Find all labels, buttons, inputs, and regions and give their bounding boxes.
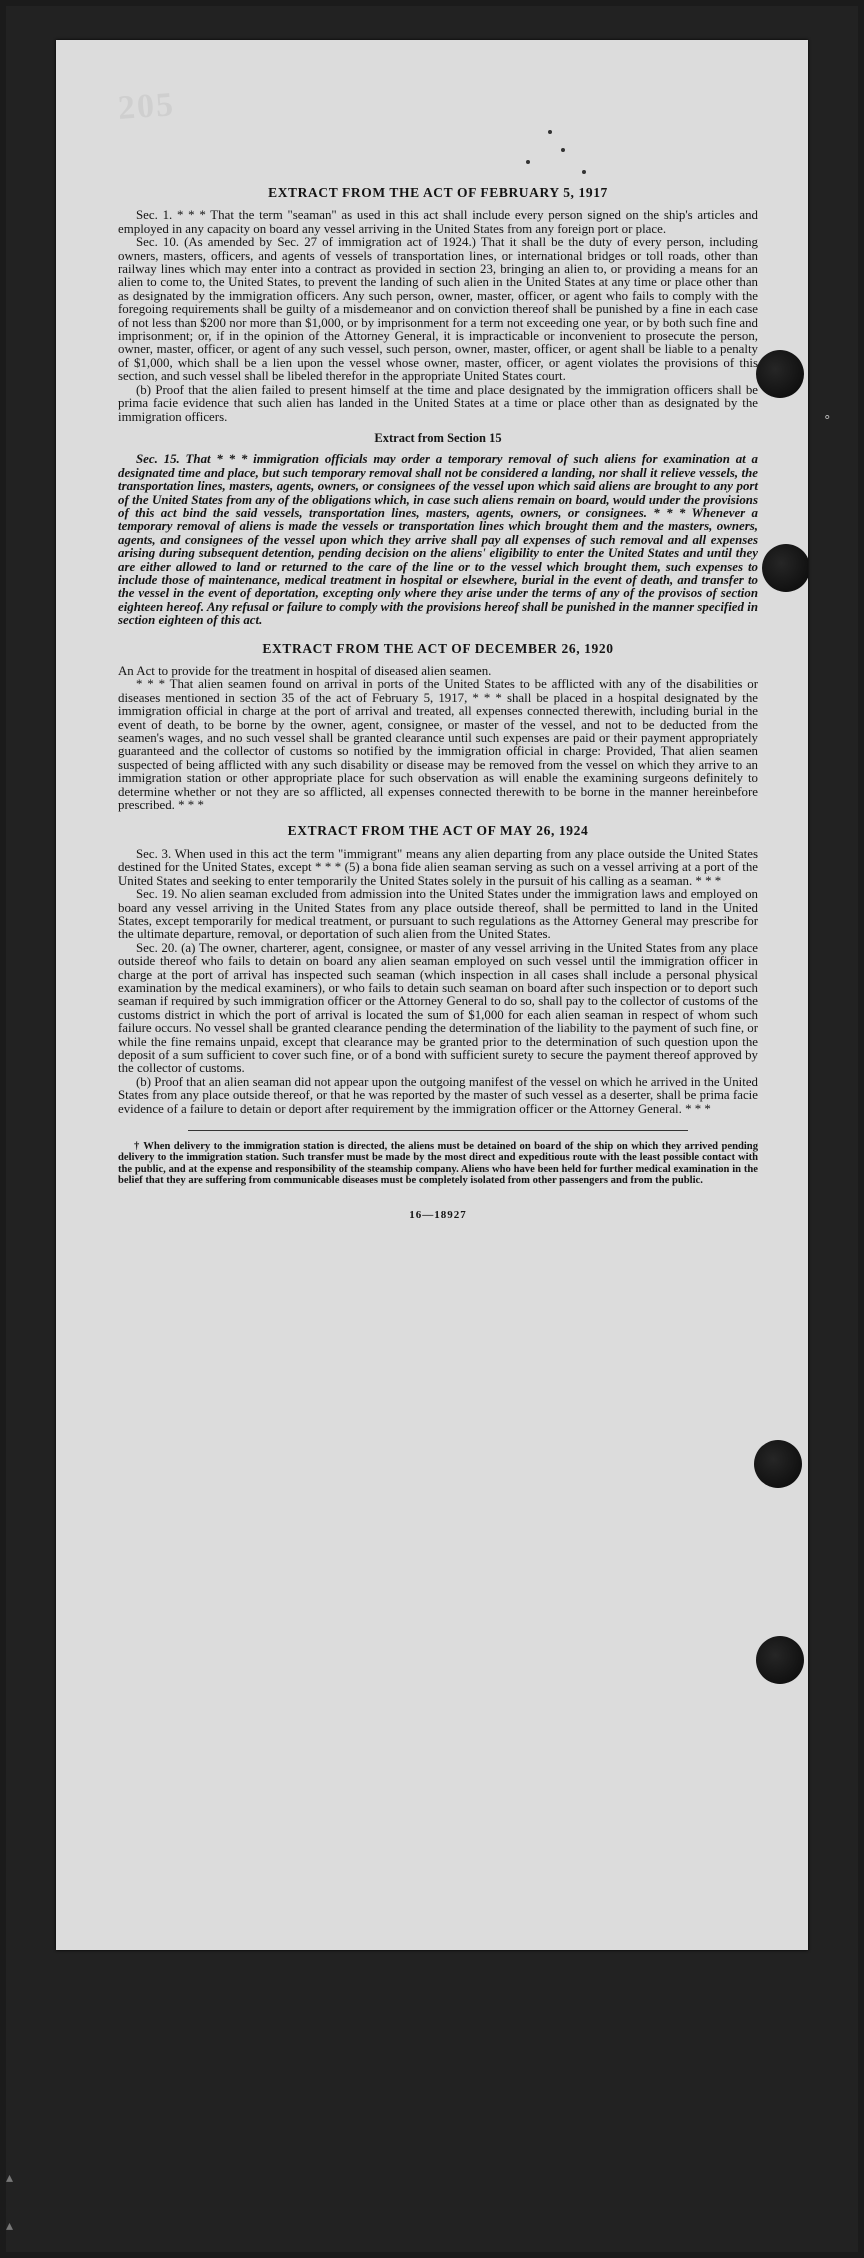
- paragraph-sec-10: Sec. 10. (As amended by Sec. 27 of immigration act of 1924.) That it shall be the duty of every person, including owners, masters, officers, and agents of vessels of transportation lines, or international bridges or toll roads, other than railway lines which may enter into a contract as provided in section 23, bringing an alien to, or providing a means for an alien to come to, the United States, to prevent the landing of such alien in the United States at any time or place other than as designated by the immigration officers. Any such person, owner, master, officer, or agent who fails to comply with the foregoing requirements shall be guilty of a misdemeanor and on conviction thereof shall be punished by a fine in each case of not less than $200 nor more than $1,000, or by imprisonment for a term not exceeding one year, or by both such fine and imprisonment; or, if in the opinion of the Attorney General, it is impracticable or inconvenient to prosecute the person, owner, master, officer, or agent of any such vessel, such person, owner, master, officer, or agent shall be liable to a penalty of $1,000, which shall be a lien upon the vessel whose owner, master, officer, or agent violates the provisions of this section, and such vessel shall be libeled therefor in the appropriate United States court.: [118, 235, 758, 384]
- document-page: [56, 40, 808, 1950]
- paragraph-act-1920-title: An Act to provide for the treatment in hospital of diseased alien seamen.: [118, 664, 492, 678]
- footnote: † When delivery to the immigration station is directed, the aliens must be detained on board of the ship on which they arrived pending delivery to the immigration station. Such transfer must be made by the most direct and expeditious route with the least possible contact with the public, and at the expense and responsibility of the steamship company. Aliens who have been held for further medical examination in the belief that they are suffering from communicable diseases must be completely isolated from other passengers and from the public.: [118, 1141, 758, 1187]
- paragraph-sec-20-a: Sec. 20. (a) The owner, charterer, agent, consignee, or master of any vessel arriving in the United States from any place outside thereof who fails to detain on board any alien seaman employed on such vessel until the immigration officer in charge at the port of arrival has inspected such seaman (which inspection in all cases shall include a personal physical examination by the medical examiners), or who fails to detain such seaman on board after such inspection or to deport such seaman if required by such immigration officer or the Attorney General to do so, shall pay to the collector of customs of the customs district in which the port of arrival is located the sum of $1,000 for each alien seaman in respect of whom such failure occurs. No vessel shall be granted clearance pending the determination of the liability to the payment of such fine, or while the fine remains unpaid, except that clearance may be granted prior to the determination of such question upon the deposit of a sum sufficient to cover such fine, or of a bond with sufficient surety to secure the payment thereof approved by the collector of customs.: [118, 940, 759, 1076]
- heading-act-1920: EXTRACT FROM THE ACT OF DECEMBER 26, 1920: [262, 640, 614, 656]
- punch-hole-icon: [756, 1636, 804, 1684]
- paragraph-sec-1: Sec. 1. * * * That the term "seaman" as used in this act shall include every person signed on the ship's articles and employed in any capacity on board any vessel arriving in the United States from any foreign port or place.: [118, 208, 758, 236]
- film-edge-mark: °: [824, 414, 831, 429]
- print-code: 16—18927: [409, 1208, 467, 1221]
- heading-section-15: Extract from Section 15: [374, 430, 502, 445]
- punch-hole-icon: [754, 1440, 802, 1488]
- paragraph-sec-20-b: (b) Proof that an alien seaman did not appear upon the outgoing manifest of the vessel on which he arrived in the United States from any place outside thereof, or that he was reported by the master of such vessel as a deserter, shall be prima facie evidence of a failure to detain or deport after requirement by the immigration officer or the Attorney General. * * *: [118, 1074, 758, 1116]
- footnote-divider: [188, 1130, 687, 1131]
- paragraph-sec-10-b: (b) Proof that the alien failed to present himself at the time and place designated by the immigration officers shall be prima facie evidence that such alien has landed in the United States at a time or place other than as designated by the immigration officers.: [118, 382, 758, 424]
- film-edge-marks: ▴ ▴: [6, 2170, 14, 2234]
- document-body: [118, 186, 758, 1222]
- paragraph-act-1920-body: * * * That alien seamen found on arrival in ports of the United States to be afflicted with any of the disabilities or diseases mentioned in section 35 of the act of February 5, 1917, * * * shall be placed in a hospital designated by the immigration official in charge at the port of arrival and treated, all expenses connected therewith, including burial in the event of death, to be borne by the owner, agent, consignee, or master of the vessel, and not to be deducted from the seamen's wages, and no such vessel shall be granted clearance until such expenses are paid or their payment appropriately guaranteed and the collector of customs so notified by the immigration official in charge: Provided, That alien seamen suspected of being afflicted with any such disability or disease may be removed from the vessel on which they arrive to an immigration station or other appropriate place for such observation as will enable the examining surgeons definitely to determine whether or not they are so afflicted, all expenses connected therewith to be borne in the manner hereinbefore prescribed. * * *: [118, 677, 758, 813]
- paragraph-sec-19: Sec. 19. No alien seaman excluded from admission into the United States under the immigration laws and employed on board any vessel arriving in the United States from any place outside thereof, shall be permitted to land in the United States, except temporarily for medical treatment, or pursuant to such regulations as the Attorney General may prescribe for the ultimate departure, removal, or deportation of such alien from the United States.: [118, 887, 758, 942]
- dust-speck: [548, 130, 552, 134]
- heading-act-1917: EXTRACT FROM THE ACT OF FEBRUARY 5, 1917: [268, 185, 608, 200]
- heading-act-1924: EXTRACT FROM THE ACT OF MAY 26, 1924: [287, 823, 589, 839]
- faint-stamp-number: 205: [116, 86, 177, 127]
- dust-speck: [582, 170, 586, 174]
- dust-speck: [526, 160, 530, 164]
- paragraph-sec-15: Sec. 15. That * * * immigration officials may order a temporary removal of such aliens for examination at a designated time and place, but such temporary removal shall not be considered a landing, nor shall it relieve vessels, the transportation lines, masters, agents, owners, or consignees of the vessel upon which said aliens are brought to any port of the United States from any of the obligations which, in case such aliens remain on board, would under the provisions of this act bind the said vessels, transportation lines, masters, agents, owners, or consignees. * * * Whenever a temporary removal of aliens is made the vessels or transportation lines which brought them and the masters, owners, agents, and consignees of the vessel upon which they arrive shall pay all expenses of such removal and all expenses arising during subsequent detention, pending decision on the aliens' eligibility to enter the United States and until they are either allowed to land or returned to the care of the line or to the vessel which brought them, such expenses to include those of maintenance, medical treatment in hospital or elsewhere, burial in the event of death, and transfer to the vessel in the event of deportation, excepting only where they arise under the terms of any of the provisos of section eighteen hereof. Any refusal or failure to comply with the provisions hereof shall be punished in the manner specified in section eighteen of this act.: [118, 452, 758, 628]
- paragraph-sec-3: Sec. 3. When used in this act the term "immigrant" means any alien departing from any place outside the United States destined for the United States, except * * * (5) a bona fide alien seaman serving as such on a vessel arriving at a port of the United States and seeking to enter temporarily the United States solely in the pursuit of his calling as a seaman. * * *: [118, 846, 758, 888]
- dust-speck: [561, 148, 565, 152]
- punch-hole-icon: [762, 544, 808, 592]
- punch-hole-icon: [756, 350, 804, 398]
